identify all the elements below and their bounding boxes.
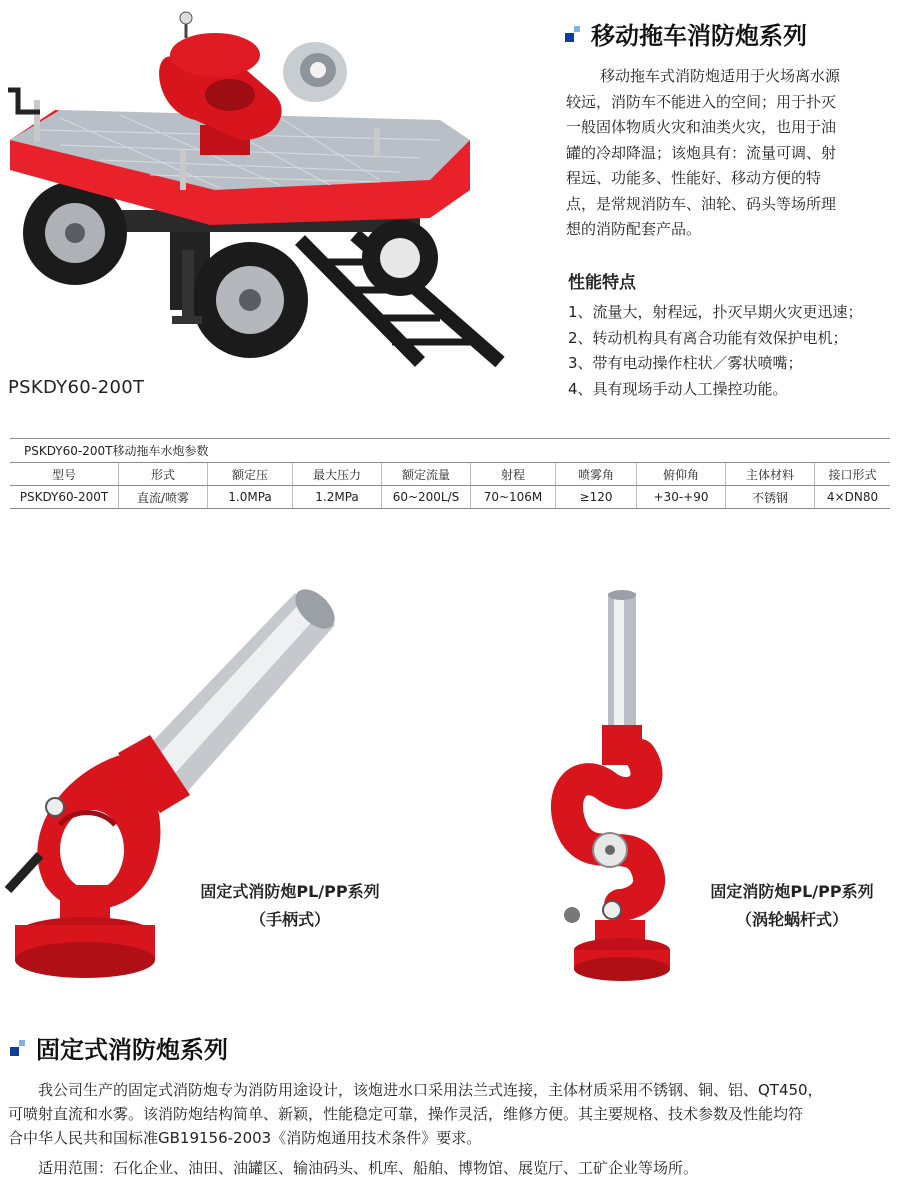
intro-line: 罐的冷却降温；该炮具有：流量可调、射: [566, 143, 837, 162]
table-cell: ≥120: [556, 486, 637, 509]
intro-line: 程远、功能多、性能好、移动方便的特: [566, 169, 822, 187]
feature-item: 1、流量大，射程远，扑灭早期火灾更迅速；: [568, 303, 863, 321]
trailer-model-caption: PSKDY60-200T: [8, 377, 145, 398]
product-type: （涡轮蜗杆式）: [735, 910, 848, 929]
header-cell: 接口形式: [815, 463, 891, 486]
intro-line: 一般固体物质火灾和油类火灾，也用于油: [566, 118, 837, 136]
features-list: [568, 300, 898, 402]
spec-table-header-row: [10, 463, 890, 486]
title-square-icon: [10, 1040, 26, 1056]
header-cell: 主体材料: [726, 463, 815, 486]
header-cell: 额定流量: [382, 463, 471, 486]
fixed-series-title: [10, 1030, 228, 1065]
header-cell: 俯仰角: [637, 463, 726, 486]
intro-line: 想的消防配套产品。: [566, 220, 702, 238]
product-caption-handle: [165, 878, 415, 934]
header-cell: 射程: [471, 463, 556, 486]
table-cell: 60~200L/S: [382, 486, 471, 509]
mobile-series-title: [565, 16, 807, 51]
intro-line: 较远，消防车不能进入的空间；用于扑灭: [566, 92, 837, 111]
product-name: 固定式消防炮PL/PP系列: [200, 882, 380, 901]
header-cell: 型号: [10, 463, 119, 486]
intro-line: 点，是常规消防车、油轮、码头等场所理: [566, 194, 837, 213]
description-line: 合中华人民共和国标准GB19156-2003《消防炮通用技术条件》要求。: [8, 1129, 482, 1147]
spec-table-block: [10, 438, 890, 509]
table-cell: 1.2MPa: [293, 486, 382, 509]
fixed-series-description: [8, 1078, 896, 1180]
feature-item: 2、转动机构具有离合功能有效保护电机；: [568, 328, 848, 347]
mobile-series-title-text: 移动拖车消防炮系列: [591, 22, 807, 50]
intro-line: 移动拖车式消防炮适用于火场离水源: [600, 67, 841, 85]
feature-item: 4、具有现场手动人工操控功能。: [568, 379, 788, 398]
description-line: 适用范围：石化企业、油田、油罐区、输油码头、机库、船舶、博物馆、展览厅、工矿企业等场所。: [38, 1159, 699, 1177]
worm-gear-cannon-image: [550, 585, 690, 985]
table-cell: 4×DN80: [815, 486, 891, 509]
product-type: （手柄式）: [249, 910, 330, 929]
product-name: 固定消防炮PL/PP系列: [710, 882, 874, 901]
header-cell: 最大压力: [293, 463, 382, 486]
trailer-cannon-image: [0, 0, 520, 372]
fixed-series-title-text: 固定式消防炮系列: [36, 1036, 228, 1064]
title-square-icon: [565, 26, 581, 42]
mobile-series-intro: [566, 64, 886, 243]
table-cell: 1.0MPa: [208, 486, 293, 509]
product-caption-worm-gear: [682, 878, 900, 934]
spec-table: [10, 462, 890, 509]
header-cell: 形式: [119, 463, 208, 486]
spec-table-row: [10, 486, 890, 509]
table-cell: PSKDY60-200T: [10, 486, 119, 509]
description-line: 可喷射直流和水雾。该消防炮结构简单、新颖，性能稳定可靠，操作灵活，维修方便。其主要规格、技术参数及性能均符: [8, 1105, 804, 1123]
spec-table-title: PSKDY60-200T移动拖车水炮参数: [24, 444, 209, 458]
table-cell: 直流/喷雾: [119, 486, 208, 509]
features-title: 性能特点: [568, 273, 636, 293]
feature-item: 3、带有电动操作柱状／雾状喷嘴；: [568, 354, 803, 372]
description-line: 我公司生产的固定式消防炮专为消防用途设计，该炮进水口采用法兰式连接，主体材质采用不锈钢、铜、铝、QT450，: [38, 1081, 823, 1099]
header-cell: 喷雾角: [556, 463, 637, 486]
header-cell: 额定压: [208, 463, 293, 486]
table-cell: 70~106M: [471, 486, 556, 509]
table-cell: 不锈钢: [726, 486, 815, 509]
table-cell: +30-+90: [637, 486, 726, 509]
